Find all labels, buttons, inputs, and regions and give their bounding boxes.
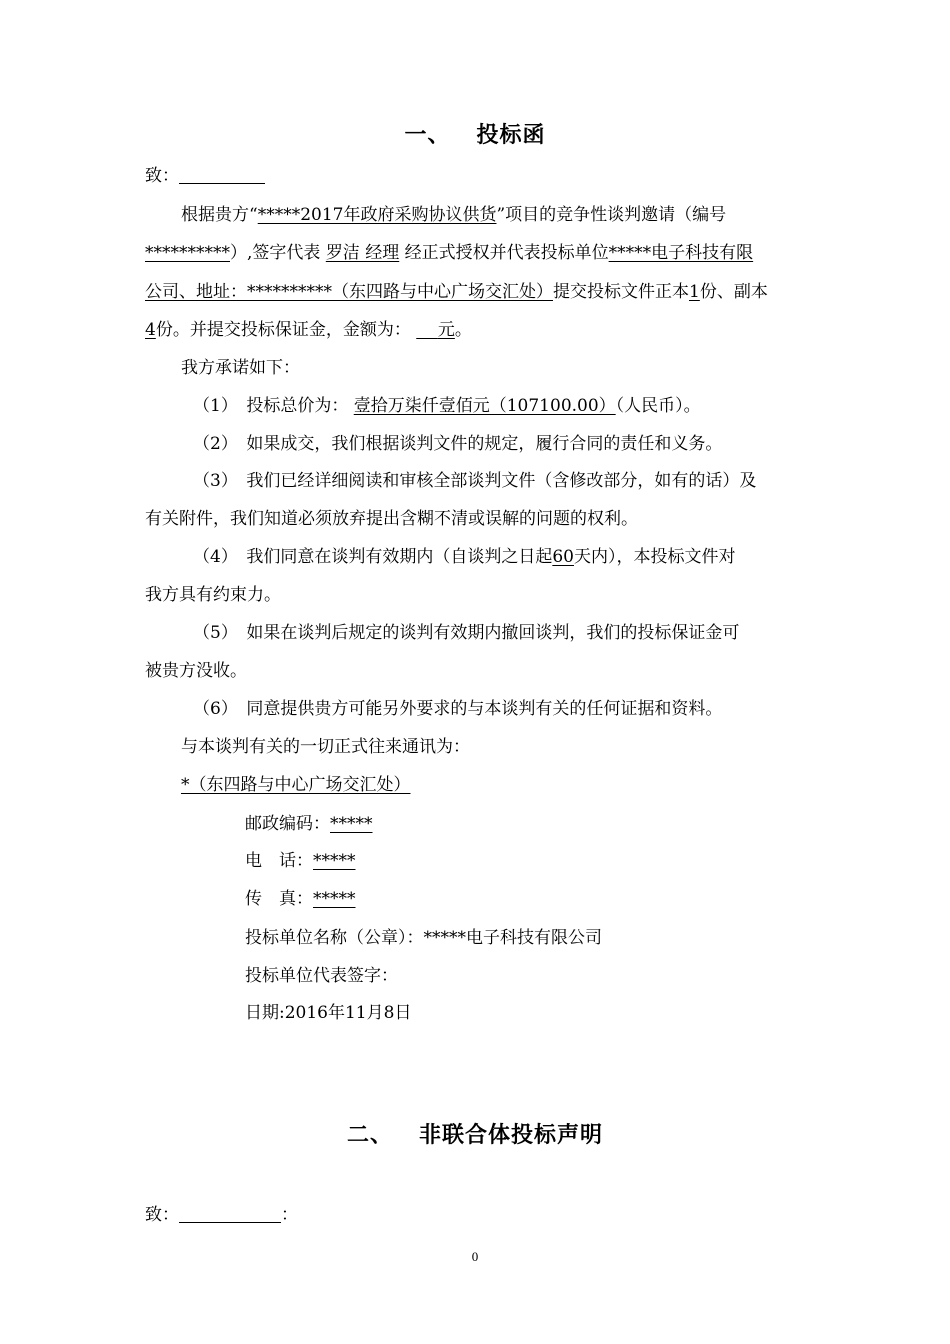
bidder-unit-line: 投标单位名称（公章）：*****电子科技有限公司 — [245, 928, 602, 948]
section-1-heading — [0, 118, 950, 149]
recipient-blank — [179, 165, 265, 184]
paragraph-1-line-1: 根据贵方“*****2017年政府采购协议供货”项目的竞争性谈判邀请（编号 — [181, 205, 727, 225]
communication-address: *（东四路与中心广场交汇处） — [181, 775, 411, 795]
item-4-line-2: 我方具有约束力。 — [145, 585, 281, 605]
recipient-blank-2 — [179, 1204, 281, 1223]
validity-days: 60 — [552, 547, 574, 567]
promise-heading: 我方承诺如下： — [181, 358, 300, 378]
item-4-line-1: （4） 我们同意在谈判有效期内（自谈判之日起60天内），本投标文件对 — [193, 547, 736, 567]
communication-intro: 与本谈判有关的一切正式往来通讯为： — [181, 737, 470, 757]
bidder-address: 公司、地址：**********（东四路与中心广场交汇处） — [145, 282, 553, 302]
to-line-2: 致： ： — [145, 1205, 298, 1225]
project-name: *****2017年政府采购协议供货 — [257, 205, 497, 225]
item-3-line-2: 有关附件，我们知道必须放弃提出含糊不清或误解的问题的权利。 — [145, 509, 638, 529]
item-3-line-1: （3） 我们已经详细阅读和审核全部谈判文件（含修改部分，如有的话）及 — [193, 471, 757, 491]
duplicate-copies: 4 — [145, 320, 156, 340]
bidder-name: *****电子科技有限 — [608, 243, 754, 263]
item-5-line-2: 被贵方没收。 — [145, 661, 247, 681]
item-5-line-1: （5） 如果在谈判后规定的谈判有效期内撤回谈判，我们的投标保证金可 — [193, 623, 740, 643]
section-2-number: 二、 — [346, 1123, 393, 1148]
section-1-title: 投标函 — [476, 123, 546, 148]
original-copies: 1 — [689, 282, 700, 302]
item-1: （1） 投标总价为： 壹拾万柒仟壹佰元（107100.00）（人民币）。 — [193, 396, 701, 416]
tender-number: ********** — [145, 243, 230, 263]
paragraph-1-line-4: 4份。并提交投标保证金，金额为： 元。 — [145, 320, 472, 340]
fax-value: ***** — [313, 889, 356, 909]
total-bid-price: 壹拾万柒仟壹佰元（107100.00） — [353, 396, 616, 416]
paragraph-1-line-2: **********）,签字代表 罗洁 经理 经正式授权并代表投标单位*****电子科技有限 — [145, 243, 754, 263]
postcode-line: 邮政编码：***** — [245, 814, 373, 834]
postcode-value: ***** — [330, 814, 373, 834]
page-number: 0 — [471, 1249, 479, 1264]
phone-value: ***** — [313, 851, 356, 871]
fax-line: 传 真：***** — [245, 889, 356, 909]
to-line — [145, 164, 810, 188]
to-label: 致： — [145, 166, 179, 186]
signature-line: 投标单位代表签字： — [245, 966, 398, 986]
deposit-amount: 元 — [437, 320, 455, 340]
item-6: （6） 同意提供贵方可能另外要求的与本谈判有关的任何证据和资料。 — [193, 699, 723, 719]
section-2-title: 非联合体投标声明 — [419, 1123, 604, 1148]
bidder-unit-name: *****电子科技有限公司 — [423, 928, 602, 948]
phone-line: 电 话：***** — [245, 851, 356, 871]
section-1-number: 一、 — [404, 123, 451, 148]
item-2: （2） 如果成交，我们根据谈判文件的规定，履行合同的责任和义务。 — [193, 434, 723, 454]
signing-representative: 罗洁 经理 — [325, 243, 400, 263]
section-2-heading — [0, 1118, 950, 1149]
paragraph-1-line-3: 公司、地址：**********（东四路与中心广场交汇处）提交投标文件正本1份、副本 — [145, 282, 768, 302]
date-line: 日期:2016年11月8日 — [245, 1003, 412, 1023]
